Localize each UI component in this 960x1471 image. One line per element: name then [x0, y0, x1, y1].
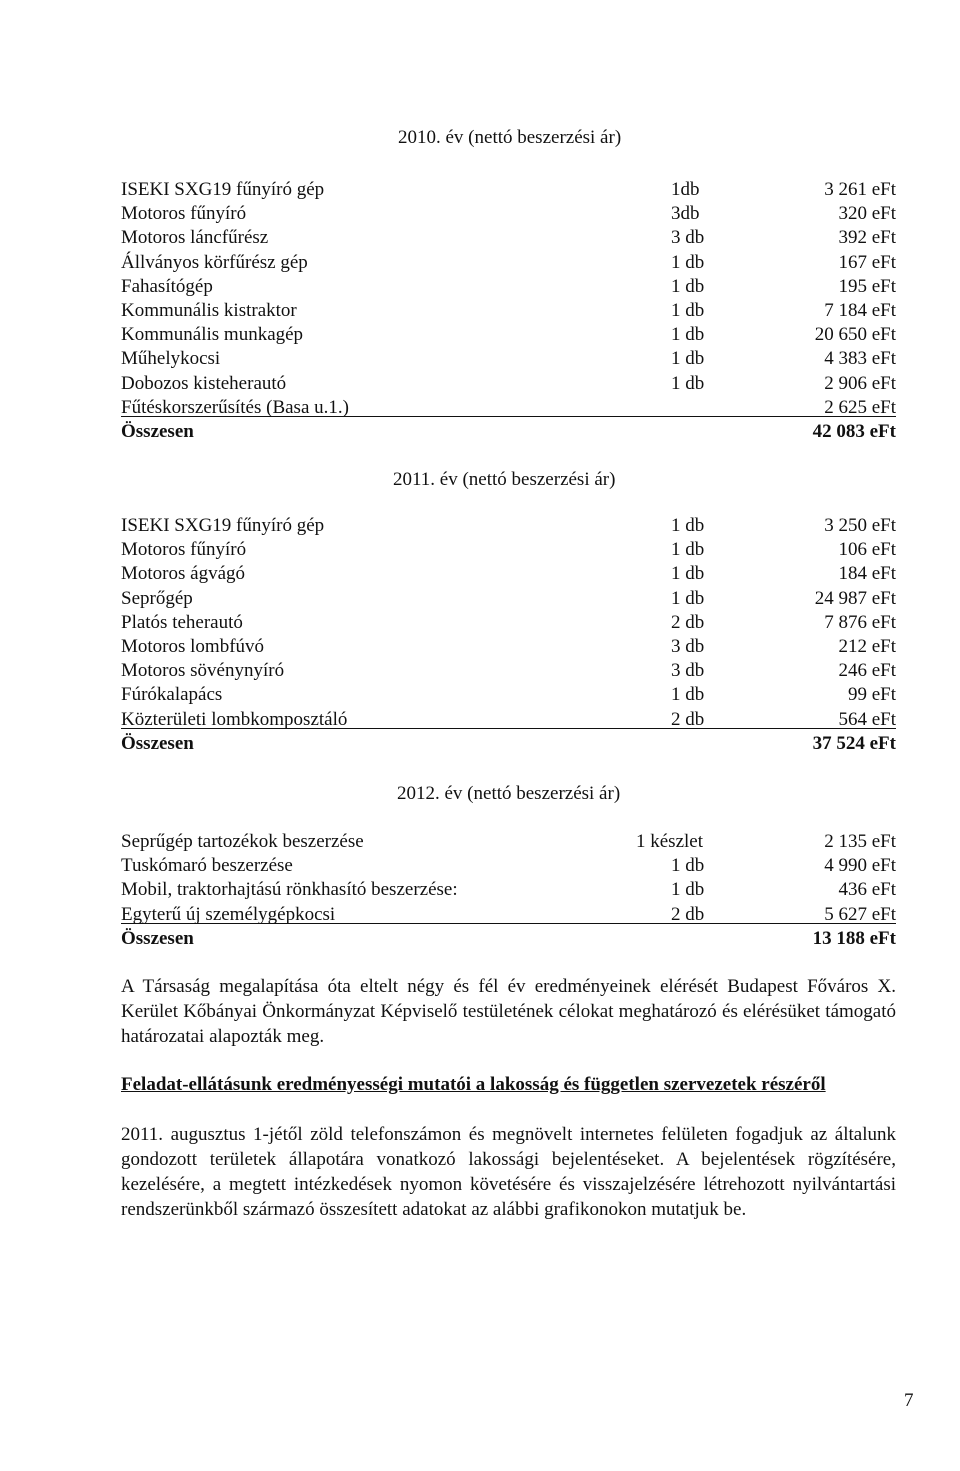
- item-qty: 1 db: [671, 684, 705, 706]
- item-qty: 1 db: [671, 348, 705, 370]
- item-name: Közterületi lombkomposztáló: [121, 708, 348, 730]
- item-value: 3 250 eFt: [824, 515, 896, 536]
- total-row: [121, 420, 896, 444]
- item-name: Állványos körfűrész gép: [121, 251, 308, 273]
- item-value: 2 906 eFt: [824, 372, 896, 394]
- page-number: 7: [904, 1390, 914, 1411]
- section-title-2010: 2010. év (nettó beszerzési ár): [398, 127, 622, 148]
- item-value: 564 eFt: [838, 708, 896, 730]
- table-row: [121, 659, 896, 683]
- table-row: [121, 251, 896, 275]
- item-value: 212 eFt: [838, 635, 896, 657]
- section-title-2012: 2012. év (nettó beszerzési ár): [397, 783, 621, 804]
- item-name: Tuskómaró beszerzése: [121, 855, 293, 877]
- item-qty: 1 db: [671, 251, 705, 273]
- item-value: 5 627 eFt: [824, 903, 896, 925]
- item-qty: 1 db: [671, 324, 705, 346]
- item-qty: 1 db: [671, 515, 705, 536]
- item-qty: 2 db: [671, 903, 705, 925]
- item-name: Mobil, traktorhajtású rönkhasító beszerzése:: [121, 879, 458, 901]
- total-value: 42 083 eFt: [812, 420, 896, 442]
- table-row: [121, 708, 896, 732]
- item-value: 392 eFt: [838, 227, 896, 249]
- item-value: 20 650 eFt: [814, 324, 896, 346]
- item-value: 7 876 eFt: [824, 611, 896, 633]
- item-qty: 2 db: [671, 708, 705, 730]
- section-title-2011: 2011. év (nettó beszerzési ár): [393, 469, 616, 490]
- item-name: Motoros fűnyíró: [121, 203, 247, 225]
- table-row: [121, 226, 896, 250]
- item-value: 2 625 eFt: [824, 396, 896, 418]
- item-value: 246 eFt: [838, 660, 896, 682]
- item-value: 320 eFt: [838, 203, 896, 225]
- item-value: 106 eFt: [838, 539, 896, 561]
- table-row: [121, 854, 896, 878]
- total-value: 37 524 eFt: [812, 732, 896, 754]
- item-name: Seprűgép tartozékok beszerzése: [121, 831, 364, 852]
- item-name: Fúrókalapács: [121, 684, 223, 706]
- item-qty: 1 készlet: [636, 831, 704, 852]
- item-qty: 2 db: [671, 611, 705, 633]
- table-row: [121, 178, 896, 202]
- table-row: [121, 323, 896, 347]
- item-value: 2 135 eFt: [824, 831, 896, 852]
- item-qty: 1 db: [671, 587, 705, 609]
- table-row: [121, 562, 896, 586]
- item-value: 436 eFt: [838, 879, 896, 901]
- item-value: 4 990 eFt: [824, 855, 896, 877]
- item-qty: 1 db: [671, 372, 705, 394]
- item-qty: 3db: [671, 203, 700, 225]
- item-name: Platós teherautó: [121, 611, 243, 633]
- item-value: 7 184 eFt: [824, 299, 896, 321]
- table-row: [121, 538, 896, 562]
- table-row: [121, 683, 896, 707]
- table-row: [121, 299, 896, 323]
- item-value: 24 987 eFt: [814, 587, 896, 609]
- table-row: [121, 347, 896, 371]
- table-row: [121, 635, 896, 659]
- item-qty: 3 db: [671, 227, 705, 249]
- item-name: Seprőgép: [121, 587, 193, 609]
- item-name: Motoros fűnyíró: [121, 539, 247, 561]
- item-name: ISEKI SXG19 fűnyíró gép: [121, 179, 325, 200]
- table-row: [121, 202, 896, 226]
- table-row: [121, 514, 896, 538]
- item-value: 99 eFt: [847, 684, 896, 706]
- body-paragraph: 2011. augusztus 1-jétől zöld telefonszámon és megnövelt internetes felületen fogadjuk az általunk gondozott területek állapotára vonatkozó lakossági bejelentéseket. A bejelentések rögzítésére, kezelésére, a megtett intézkedések nyomon követésére és visszajelzésére létrehozott nyilvántartási rendszerünkből származó összesített adatokat az alábbi grafikonokon mutatjuk be.: [121, 1124, 896, 1220]
- table-2011: [121, 514, 896, 756]
- item-name: Egyterű új személygépkocsi: [121, 903, 336, 925]
- table-row: [121, 830, 896, 854]
- item-name: Motoros lombfúvó: [121, 635, 265, 657]
- item-value: 184 eFt: [838, 563, 896, 585]
- item-name: Dobozos kisteherautó: [121, 372, 287, 394]
- table-2010: [121, 178, 896, 444]
- item-name: Kommunális munkagép: [121, 324, 304, 346]
- item-name: Fahasítógép: [121, 275, 213, 297]
- total-label: Összesen: [121, 732, 194, 754]
- item-name: Motoros sövénynyíró: [121, 660, 285, 682]
- item-qty: 1db: [671, 179, 700, 200]
- item-value: 4 383 eFt: [824, 348, 896, 370]
- total-row: [121, 927, 896, 951]
- item-qty: 1 db: [671, 275, 705, 297]
- item-value: 167 eFt: [838, 251, 896, 273]
- item-qty: 1 db: [671, 299, 705, 321]
- total-value: 13 188 eFt: [812, 927, 896, 949]
- item-name: ISEKI SXG19 fűnyíró gép: [121, 515, 325, 536]
- table-row: [121, 275, 896, 299]
- item-qty: 3 db: [671, 635, 705, 657]
- item-value: 3 261 eFt: [824, 179, 896, 200]
- item-qty: 1 db: [671, 855, 705, 877]
- table-row: [121, 878, 896, 902]
- item-value: 195 eFt: [838, 275, 896, 297]
- total-label: Összesen: [121, 420, 194, 442]
- table-row: [121, 396, 896, 420]
- item-name: Kommunális kistraktor: [121, 299, 297, 321]
- item-qty: 1 db: [671, 539, 705, 561]
- item-name: Fűtéskorszerűsítés (Basa u.1.): [121, 396, 349, 418]
- table-row: [121, 903, 896, 927]
- intro-paragraph: A Társaság megalapítása óta eltelt négy és fél év eredményeinek elérését Budapest Főváros X. Kerület Kőbányai Önkormányzat Képviselő testületének célokat meghatározó és elérésüket támogató határozatai alapozták meg.: [121, 976, 896, 1047]
- item-name: Motoros láncfűrész: [121, 227, 269, 249]
- section-heading: Feladat-ellátásunk eredményességi mutatói a lakosság és független szervezetek részéről: [121, 1074, 826, 1095]
- table-row: [121, 372, 896, 396]
- total-label: Összesen: [121, 927, 194, 949]
- item-qty: 1 db: [671, 879, 705, 901]
- table-row: [121, 587, 896, 611]
- item-name: Motoros ágvágó: [121, 563, 246, 585]
- item-qty: 1 db: [671, 563, 705, 585]
- item-qty: 3 db: [671, 660, 705, 682]
- table-2012: [121, 830, 896, 951]
- total-row: [121, 732, 896, 756]
- table-row: [121, 611, 896, 635]
- item-name: Műhelykocsi: [121, 348, 221, 370]
